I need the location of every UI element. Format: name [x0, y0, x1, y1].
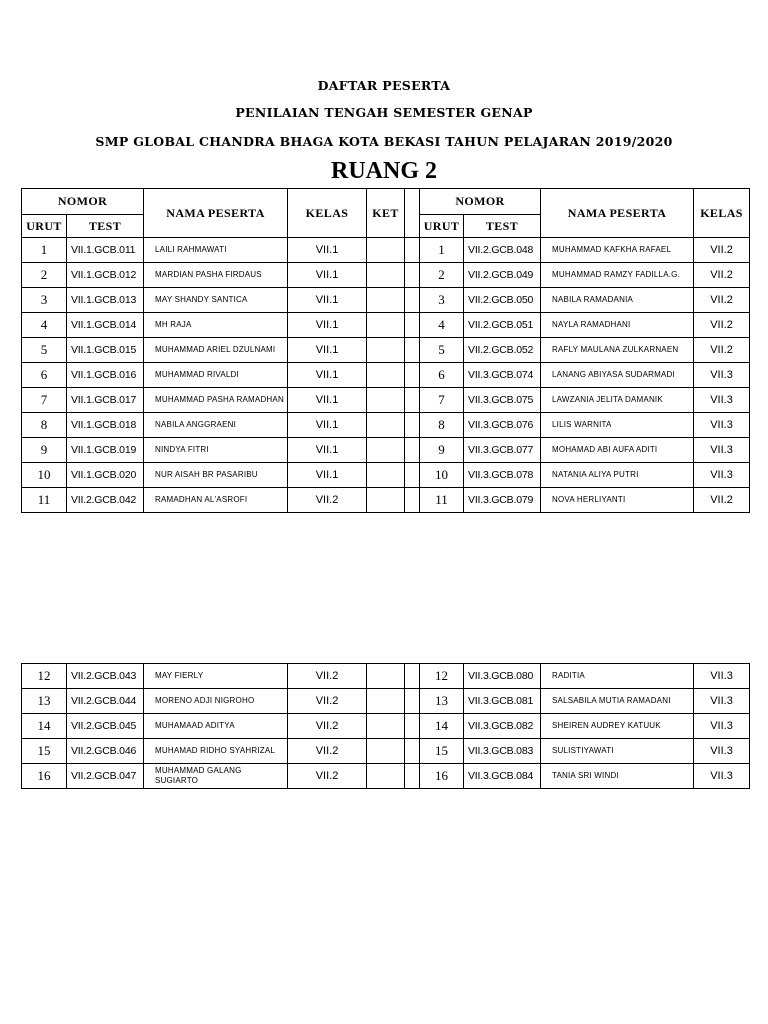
- participant-name-right: TANIA SRI WINDI: [541, 764, 694, 789]
- gap-cell: [405, 413, 420, 438]
- participant-name-right: MUHAMMAD RAMZY FADILLA.G.: [541, 263, 694, 288]
- participant-name-left: NUR AISAH BR PASARIBU: [144, 463, 288, 488]
- gap-cell: [405, 238, 420, 263]
- ket-cell: [367, 764, 405, 789]
- participant-name-left: MAY FIERLY: [144, 664, 288, 689]
- participant-name-left: MARDIAN PASHA FIRDAUS: [144, 263, 288, 288]
- row-number-right: 13: [420, 689, 464, 714]
- row-number-left: 9: [22, 438, 67, 463]
- row-number-right: 16: [420, 764, 464, 789]
- ket-cell: [367, 288, 405, 313]
- ket-cell: [367, 238, 405, 263]
- table-row: [22, 313, 750, 338]
- participant-name-left: MH RAJA: [144, 313, 288, 338]
- participant-table-continued: [21, 663, 750, 789]
- participant-rows-continued: [22, 664, 750, 789]
- table-row: [22, 413, 750, 438]
- class-right: VII.3: [694, 764, 750, 789]
- row-number-right: 4: [420, 313, 464, 338]
- class-right: VII.3: [694, 438, 750, 463]
- participant-name-left: NABILA ANGGRAENI: [144, 413, 288, 438]
- room-title: RUANG 2: [331, 158, 437, 184]
- participant-name-right: NAYLA RAMADHANI: [541, 313, 694, 338]
- participant-name-right: MUHAMMAD KAFKHA RAFAEL: [541, 238, 694, 263]
- table-row: [22, 739, 750, 764]
- ket-cell: [367, 689, 405, 714]
- test-number-right: VII.2.GCB.050: [464, 288, 541, 313]
- table-row: [22, 764, 750, 789]
- test-number-left: VII.1.GCB.017: [67, 388, 144, 413]
- test-number-left: VII.2.GCB.046: [67, 739, 144, 764]
- participant-name-left: MUHAMMAD GALANG SUGIARTO: [144, 764, 288, 789]
- gap-cell: [405, 438, 420, 463]
- class-right: VII.2: [694, 313, 750, 338]
- class-left: VII.2: [288, 764, 367, 789]
- participant-name-right: NOVA HERLIYANTI: [541, 488, 694, 513]
- test-number-left: VII.1.GCB.016: [67, 363, 144, 388]
- urut-header-left: URUT: [22, 215, 67, 238]
- gap-cell: [405, 739, 420, 764]
- table-row: [22, 689, 750, 714]
- gap-cell: [405, 714, 420, 739]
- participant-name-left: MORENO ADJI NIGROHO: [144, 689, 288, 714]
- row-number-right: 6: [420, 363, 464, 388]
- gap-cell: [405, 388, 420, 413]
- participant-name-right: RAFLY MAULANA ZULKARNAEN: [541, 338, 694, 363]
- row-number-right: 12: [420, 664, 464, 689]
- test-number-left: VII.1.GCB.020: [67, 463, 144, 488]
- nomor-header-left: NOMOR: [22, 189, 144, 215]
- table-row: [22, 263, 750, 288]
- test-number-left: VII.1.GCB.015: [67, 338, 144, 363]
- ket-cell: [367, 664, 405, 689]
- class-left: VII.2: [288, 714, 367, 739]
- test-number-right: VII.3.GCB.077: [464, 438, 541, 463]
- table-row: [22, 388, 750, 413]
- ket-cell: [367, 463, 405, 488]
- table-row: [22, 463, 750, 488]
- participant-name-right: NABILA RAMADANIA: [541, 288, 694, 313]
- test-number-left: VII.1.GCB.013: [67, 288, 144, 313]
- test-number-right: VII.3.GCB.079: [464, 488, 541, 513]
- participant-name-left: MAY SHANDY SANTICA: [144, 288, 288, 313]
- test-number-right: VII.2.GCB.049: [464, 263, 541, 288]
- row-number-left: 3: [22, 288, 67, 313]
- class-right: VII.3: [694, 413, 750, 438]
- class-left: VII.2: [288, 664, 367, 689]
- nama-header-right: NAMA PESERTA: [541, 189, 694, 238]
- table-row: [22, 664, 750, 689]
- class-left: VII.1: [288, 263, 367, 288]
- test-number-right: VII.3.GCB.075: [464, 388, 541, 413]
- test-number-right: VII.2.GCB.052: [464, 338, 541, 363]
- row-number-right: 10: [420, 463, 464, 488]
- ket-cell: [367, 338, 405, 363]
- ket-cell: [367, 488, 405, 513]
- class-left: VII.2: [288, 488, 367, 513]
- row-number-right: 3: [420, 288, 464, 313]
- row-number-left: 15: [22, 739, 67, 764]
- row-number-left: 6: [22, 363, 67, 388]
- test-number-right: VII.3.GCB.074: [464, 363, 541, 388]
- class-left: VII.1: [288, 413, 367, 438]
- class-right: VII.3: [694, 664, 750, 689]
- row-number-right: 9: [420, 438, 464, 463]
- class-right: VII.3: [694, 388, 750, 413]
- row-number-right: 14: [420, 714, 464, 739]
- class-right: VII.3: [694, 463, 750, 488]
- doc-subtitle: PENILAIAN TENGAH SEMESTER GENAP: [235, 105, 533, 120]
- ket-header: KET: [367, 189, 405, 238]
- participant-name-right: LAWZANIA JELITA DAMANIK: [541, 388, 694, 413]
- class-right: VII.2: [694, 338, 750, 363]
- test-number-left: VII.2.GCB.044: [67, 689, 144, 714]
- gap-cell: [405, 313, 420, 338]
- class-right: VII.3: [694, 739, 750, 764]
- ket-cell: [367, 263, 405, 288]
- gap-cell: [405, 363, 420, 388]
- participant-name-right: NATANIA ALIYA PUTRI: [541, 463, 694, 488]
- row-number-right: 11: [420, 488, 464, 513]
- test-number-left: VII.1.GCB.018: [67, 413, 144, 438]
- row-number-left: 7: [22, 388, 67, 413]
- participant-name-left: MUHAMAD RIDHO SYAHRIZAL: [144, 739, 288, 764]
- school-line: SMP GLOBAL CHANDRA BHAGA KOTA BEKASI TAHUN PELAJARAN 2019/2020: [95, 134, 673, 149]
- participant-rows: [22, 238, 750, 513]
- ket-cell: [367, 739, 405, 764]
- test-number-right: VII.3.GCB.081: [464, 689, 541, 714]
- participant-table: [21, 188, 750, 513]
- doc-title: DAFTAR PESERTA: [317, 78, 451, 93]
- class-right: VII.2: [694, 488, 750, 513]
- ket-cell: [367, 413, 405, 438]
- gap-cell: [405, 664, 420, 689]
- test-number-right: VII.2.GCB.048: [464, 238, 541, 263]
- test-number-left: VII.1.GCB.019: [67, 438, 144, 463]
- test-number-left: VII.1.GCB.014: [67, 313, 144, 338]
- class-left: VII.2: [288, 739, 367, 764]
- participant-name-left: MUHAMAAD ADITYA: [144, 714, 288, 739]
- test-number-right: VII.3.GCB.083: [464, 739, 541, 764]
- column-gap: [405, 189, 420, 238]
- gap-cell: [405, 463, 420, 488]
- participant-name-left: MUHAMMAD RIVALDI: [144, 363, 288, 388]
- class-right: VII.2: [694, 288, 750, 313]
- row-number-left: 11: [22, 488, 67, 513]
- class-left: VII.1: [288, 438, 367, 463]
- test-number-right: VII.3.GCB.078: [464, 463, 541, 488]
- row-number-right: 8: [420, 413, 464, 438]
- row-number-right: 2: [420, 263, 464, 288]
- row-number-left: 13: [22, 689, 67, 714]
- kelas-header-left: KELAS: [288, 189, 367, 238]
- class-right: VII.2: [694, 238, 750, 263]
- participant-name-right: SULISTIYAWATI: [541, 739, 694, 764]
- participant-name-right: LILIS WARNITA: [541, 413, 694, 438]
- class-left: VII.1: [288, 238, 367, 263]
- table-row: [22, 338, 750, 363]
- test-number-right: VII.2.GCB.051: [464, 313, 541, 338]
- gap-cell: [405, 338, 420, 363]
- nomor-header-right: NOMOR: [420, 189, 541, 215]
- class-right: VII.2: [694, 263, 750, 288]
- nama-header-left: NAMA PESERTA: [144, 189, 288, 238]
- participant-name-right: SALSABILA MUTIA RAMADANI: [541, 689, 694, 714]
- table-row: [22, 288, 750, 313]
- test-number-left: VII.2.GCB.043: [67, 664, 144, 689]
- table-row: [22, 363, 750, 388]
- row-number-left: 14: [22, 714, 67, 739]
- table-row: [22, 488, 750, 513]
- participant-name-right: SHEIREN AUDREY KATUUK: [541, 714, 694, 739]
- test-number-left: VII.2.GCB.047: [67, 764, 144, 789]
- class-right: VII.3: [694, 363, 750, 388]
- row-number-left: 16: [22, 764, 67, 789]
- gap-cell: [405, 689, 420, 714]
- participant-name-left: NINDYA FITRI: [144, 438, 288, 463]
- gap-cell: [405, 288, 420, 313]
- participant-name-right: RADITIA: [541, 664, 694, 689]
- test-number-right: VII.3.GCB.080: [464, 664, 541, 689]
- class-left: VII.1: [288, 463, 367, 488]
- class-left: VII.2: [288, 689, 367, 714]
- row-number-left: 10: [22, 463, 67, 488]
- table-row: [22, 438, 750, 463]
- table-row: [22, 714, 750, 739]
- test-number-left: VII.1.GCB.011: [67, 238, 144, 263]
- test-number-left: VII.1.GCB.012: [67, 263, 144, 288]
- gap-cell: [405, 263, 420, 288]
- class-right: VII.3: [694, 689, 750, 714]
- test-number-left: VII.2.GCB.045: [67, 714, 144, 739]
- kelas-header-right: KELAS: [694, 189, 750, 238]
- test-header-left: TEST: [67, 215, 144, 238]
- row-number-left: 2: [22, 263, 67, 288]
- class-left: VII.1: [288, 363, 367, 388]
- class-left: VII.1: [288, 388, 367, 413]
- gap-cell: [405, 764, 420, 789]
- urut-header-right: URUT: [420, 215, 464, 238]
- row-number-left: 12: [22, 664, 67, 689]
- ket-cell: [367, 438, 405, 463]
- test-number-left: VII.2.GCB.042: [67, 488, 144, 513]
- class-left: VII.1: [288, 288, 367, 313]
- test-header-right: TEST: [464, 215, 541, 238]
- ket-cell: [367, 714, 405, 739]
- row-number-left: 5: [22, 338, 67, 363]
- table-row: [22, 238, 750, 263]
- row-number-right: 15: [420, 739, 464, 764]
- row-number-left: 8: [22, 413, 67, 438]
- ket-cell: [367, 388, 405, 413]
- participant-name-left: RAMADHAN AL'ASROFI: [144, 488, 288, 513]
- class-left: VII.1: [288, 313, 367, 338]
- participant-name-left: LAILI RAHMAWATI: [144, 238, 288, 263]
- participant-name-left: MUHAMMAD ARIEL DZULNAMI: [144, 338, 288, 363]
- test-number-right: VII.3.GCB.082: [464, 714, 541, 739]
- participant-name-left: MUHAMMAD PASHA RAMADHAN: [144, 388, 288, 413]
- row-number-right: 1: [420, 238, 464, 263]
- class-left: VII.1: [288, 338, 367, 363]
- class-right: VII.3: [694, 714, 750, 739]
- participant-name-right: LANANG ABIYASA SUDARMADI: [541, 363, 694, 388]
- row-number-right: 5: [420, 338, 464, 363]
- participant-name-right: MOHAMAD ABI AUFA ADITI: [541, 438, 694, 463]
- row-number-left: 4: [22, 313, 67, 338]
- row-number-right: 7: [420, 388, 464, 413]
- gap-cell: [405, 488, 420, 513]
- test-number-right: VII.3.GCB.084: [464, 764, 541, 789]
- row-number-left: 1: [22, 238, 67, 263]
- ket-cell: [367, 363, 405, 388]
- ket-cell: [367, 313, 405, 338]
- test-number-right: VII.3.GCB.076: [464, 413, 541, 438]
